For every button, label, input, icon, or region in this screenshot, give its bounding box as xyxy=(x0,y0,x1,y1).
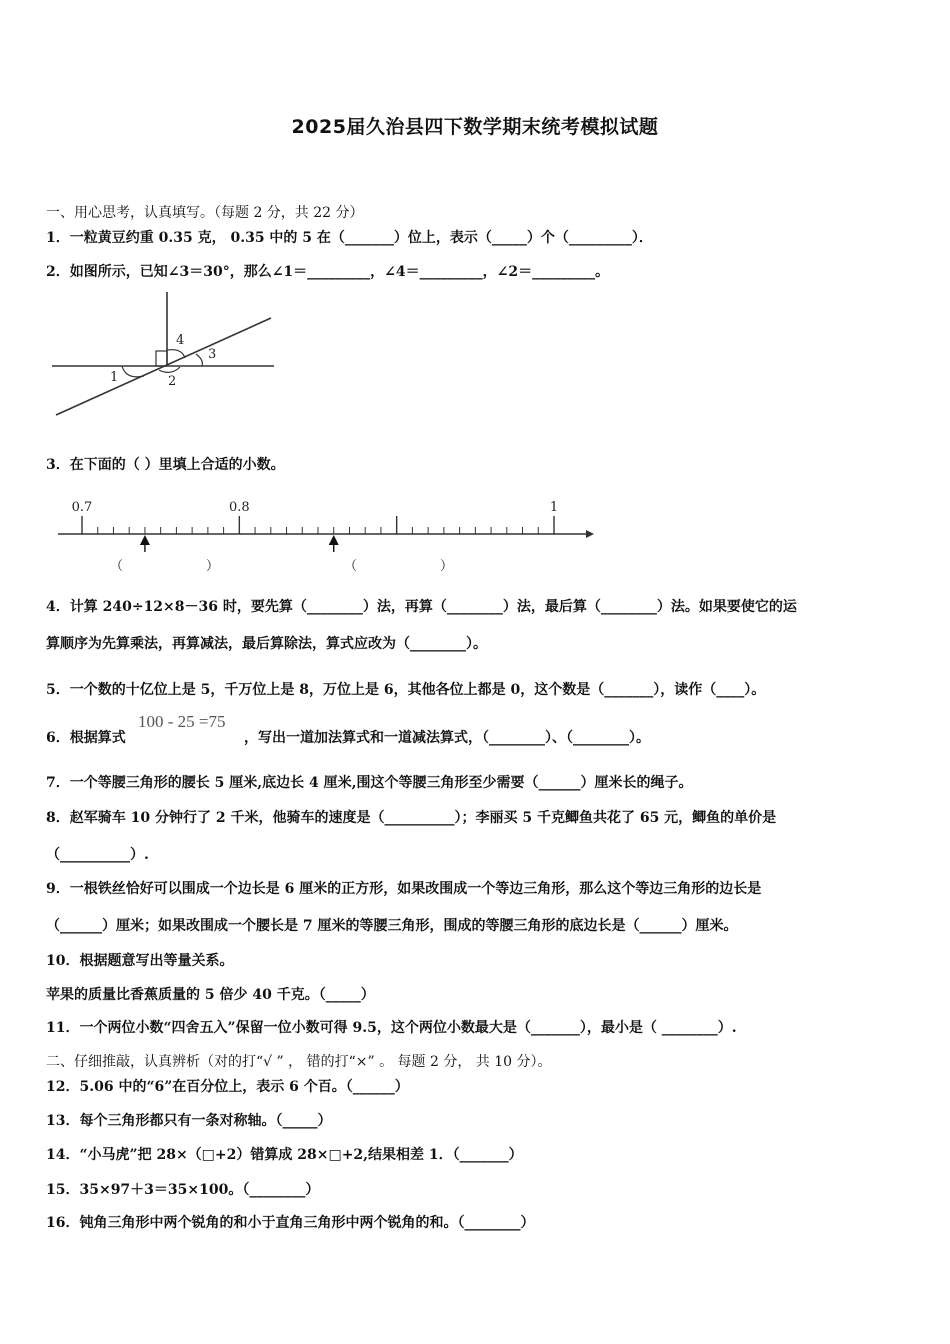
question-7: 7．一个等腰三角形的腰长 5 厘米,底边长 4 厘米,围这个等腰三角形至少需要（______）厘米长的绳子。 xyxy=(46,775,693,791)
angle-3-arc xyxy=(196,354,202,366)
blank-2-close: ） xyxy=(440,559,454,574)
number-line-label: 0.7 xyxy=(71,500,93,515)
number-line-label: 0.8 xyxy=(228,500,250,515)
number-line-pointer-head xyxy=(329,535,339,545)
question-4-line-1: 4．计算 240÷12×8－36 时，要先算（________）法，再算（________）法，最后算（________）法。如果要使它的运 xyxy=(46,599,797,615)
page-title: 2025届久治县四下数学期末统考模拟试题 xyxy=(291,116,659,138)
question-10: 10．根据题意写出等量关系。 xyxy=(46,953,234,969)
question-14: 14．“小马虎”把 28×（□+2）错算成 28×□+2,结果相差 1．（_______） xyxy=(46,1147,523,1163)
question-1: 1．一粒黄豆约重 0.35 克， 0.35 中的 5 在（_______）位上，表示（_____）个（_________）． xyxy=(46,230,653,246)
question-9-line-1: 9．一根铁丝恰好可以围成一个边长是 6 厘米的正方形，如果改围成一个等边三角形，那么这个等边三角形的边长是 xyxy=(46,881,762,897)
blank-1-close: ） xyxy=(206,559,220,574)
angle-label-4: 4 xyxy=(176,333,185,348)
number-line-pointer-head xyxy=(140,535,150,545)
question-16: 16．钝角三角形中两个锐角的和小于直角三角形中两个锐角的和。（________） xyxy=(46,1215,535,1231)
section-2-heading: 二、仔细推敲，认真辨析（对的打“√ ” ， 错的打“×” 。 每题 2 分， 共 10 分）。 xyxy=(46,1054,552,1070)
section-1-heading: 一、用心思考，认真填写。（每题 2 分，共 22 分） xyxy=(46,205,364,221)
question-6-formula: 100 - 25 =75 xyxy=(138,712,226,731)
number-line-figure xyxy=(46,490,606,585)
question-15: 15．35×97＋3＝35×100。（________） xyxy=(46,1182,320,1198)
angle-1-arc xyxy=(122,366,144,377)
question-5: 5．一个数的十亿位上是 5，千万位上是 8，万位上是 6，其他各位上都是 0，这个数是（_______），读作（____）。 xyxy=(46,682,766,698)
question-6-prefix: 6．根据算式 xyxy=(46,730,126,746)
right-angle-mark xyxy=(156,351,167,366)
blank-2-open: （ xyxy=(344,559,358,574)
blank-1-open: （ xyxy=(110,559,124,574)
angle-4-arc xyxy=(167,350,185,358)
question-8-line-1: 8．赵军骑车 10 分钟行了 2 千米，他骑车的速度是（__________）；李丽买 5 千克鲫鱼共花了 65 元，鲫鱼的单价是 xyxy=(46,810,777,826)
question-8-line-2: （__________）. xyxy=(46,847,149,863)
question-12: 12．5.06 中的“6”在百分位上，表示 6 个百。（______） xyxy=(46,1079,409,1095)
number-line-label: 1 xyxy=(549,500,559,515)
question-11: 11．一个两位小数“四舍五入”保留一位小数可得 9.5，这个两位小数最大是（_______），最小是（ ________）. xyxy=(46,1020,737,1036)
question-9-line-2: （______）厘米；如果改围成一个腰长是 7 厘米的等腰三角形，围成的等腰三角形的底边长是（______）厘米。 xyxy=(46,918,738,934)
angle-figure xyxy=(46,288,286,423)
question-4-line-2: 算顺序为先算乘法，再算减法，最后算除法，算式应改为（________）。 xyxy=(46,636,487,652)
question-3: 3．在下面的（ ）里填上合适的小数。 xyxy=(46,457,285,473)
number-line-ticks xyxy=(82,516,554,534)
question-10-statement: 苹果的质量比香蕉质量的 5 倍少 40 千克。（_____） xyxy=(46,987,375,1003)
angle-label-2: 2 xyxy=(168,374,177,389)
angle-label-1: 1 xyxy=(110,370,119,385)
question-2: 2．如图所示，已知∠3＝30°，那么∠1＝_________，∠4＝_________，∠2＝_________。 xyxy=(46,264,610,280)
question-6-suffix: ，写出一道加法算式和一道减法算式，（________）、（________）。 xyxy=(244,730,650,746)
angle-label-3: 3 xyxy=(208,347,217,362)
question-13: 13．每个三角形都只有一条对称轴。（_____） xyxy=(46,1113,332,1129)
number-line-arrowhead xyxy=(586,530,594,538)
